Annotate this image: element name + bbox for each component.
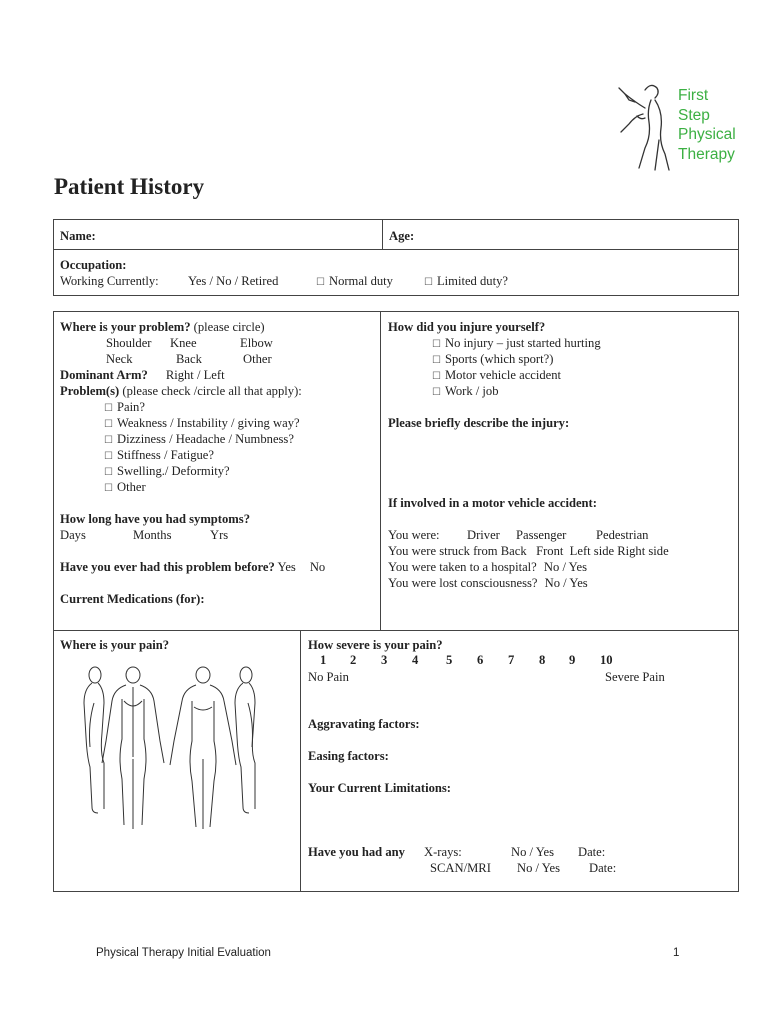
logo-text [678, 86, 736, 164]
dominant-label: Dominant Arm? [60, 368, 148, 382]
pain-divider-v [300, 630, 301, 892]
scale-1[interactable]: 1 [320, 653, 327, 667]
body-diagram[interactable] [78, 663, 268, 831]
checkbox-icon[interactable]: ☐ [104, 467, 113, 478]
checkbox-icon[interactable]: ☐ [104, 403, 113, 414]
symptoms-label: How long have you had symptoms? [60, 512, 250, 526]
injure-item-label: Motor vehicle accident [444, 368, 562, 382]
struck-row [388, 543, 669, 559]
severe-pain-label: Severe Pain [605, 670, 665, 684]
scale-2[interactable]: 2 [350, 653, 357, 667]
option-passenger[interactable]: Passenger [516, 528, 567, 542]
conscious-label: You were lost consciousness? [388, 576, 538, 590]
scale-6[interactable]: 6 [477, 653, 484, 667]
occupation-label[interactable]: Occupation: [60, 258, 127, 272]
age-label[interactable]: Age: [389, 229, 415, 243]
checkbox-icon[interactable]: ☐ [316, 277, 325, 288]
checkbox-icon[interactable]: ☐ [104, 483, 113, 494]
logo-line-2: Step [678, 106, 710, 124]
problem-item-label: Stiffness / Fatigue? [116, 448, 214, 462]
problems-label: Problem(s) [60, 384, 120, 398]
body-side-view-left [84, 667, 104, 813]
problem-item-label: Pain? [116, 400, 145, 414]
scale-4[interactable]: 4 [412, 653, 419, 667]
option-elbow[interactable]: Elbow [240, 336, 273, 350]
option-other[interactable]: Other [243, 352, 272, 366]
option-months[interactable]: Months [133, 528, 172, 542]
option-pedestrian[interactable]: Pedestrian [596, 528, 649, 542]
problem-question [60, 319, 265, 335]
scale-5[interactable]: 5 [446, 653, 453, 667]
problem-item-label: Dizziness / Headache / Numbness? [116, 432, 294, 446]
pain-where-label: Where is your pain? [60, 638, 170, 652]
injure-item-label: Sports (which sport?) [444, 352, 554, 366]
struck-options[interactable]: Back Front Left side Right side [500, 544, 669, 558]
problem-label: Where is your problem? [60, 320, 191, 334]
scan-date[interactable]: Date: [589, 861, 617, 875]
body-side-view-right [235, 667, 255, 813]
normal-duty-option[interactable] [316, 273, 393, 291]
scale-10[interactable]: 10 [600, 653, 613, 667]
injure-item-label: No injury – just started hurting [444, 336, 601, 350]
conscious-row [388, 575, 588, 591]
checkbox-icon[interactable]: ☐ [432, 339, 441, 350]
limitations-label[interactable]: Your Current Limitations: [308, 781, 451, 795]
working-options[interactable]: Yes / No / Retired [188, 274, 279, 288]
logo-line-4: Therapy [678, 145, 735, 163]
scale-7[interactable]: 7 [508, 653, 515, 667]
header-divider-h [53, 249, 739, 250]
injure-item-label: Work / job [444, 384, 499, 398]
problem-item-label: Other [116, 480, 146, 494]
injure-label: How did you injure yourself? [388, 320, 546, 334]
xrays-date[interactable]: Date: [578, 845, 606, 859]
checkbox-icon[interactable]: ☐ [424, 277, 433, 288]
before-label: Have you ever had this problem before? [60, 560, 275, 574]
checkbox-icon[interactable]: ☐ [432, 371, 441, 382]
dominant-arm [60, 367, 225, 383]
problem-hint: (please circle) [193, 320, 265, 334]
describe-label[interactable]: Please briefly describe the injury: [388, 416, 570, 430]
before-yes[interactable]: Yes [277, 560, 296, 574]
option-days[interactable]: Days [60, 528, 86, 542]
scale-3[interactable]: 3 [381, 653, 388, 667]
severity-label: How severe is your pain? [308, 638, 443, 652]
problems-hint: (please check /circle all that apply): [122, 384, 302, 398]
body-front-view [170, 667, 236, 829]
option-back[interactable]: Back [176, 352, 202, 366]
body-back-view [102, 667, 164, 829]
checkbox-icon[interactable]: ☐ [104, 419, 113, 430]
xrays-options[interactable]: No / Yes [511, 845, 555, 859]
checkbox-icon[interactable]: ☐ [432, 387, 441, 398]
meds-label: Current Medications (for): [60, 592, 205, 606]
scale-8[interactable]: 8 [539, 653, 546, 667]
problem-item-label: Swelling./ Deformity? [116, 464, 230, 478]
injure-item[interactable] [432, 383, 499, 401]
hospital-label: You were taken to a hospital? [388, 560, 537, 574]
conscious-options[interactable]: No / Yes [544, 576, 588, 590]
option-shoulder[interactable]: Shoulder [106, 336, 152, 350]
hospital-options[interactable]: No / Yes [543, 560, 587, 574]
struck-label: You were struck from [388, 544, 498, 558]
footer-title: Physical Therapy Initial Evaluation [96, 947, 271, 959]
you-were-label: You were: [388, 528, 440, 542]
page-title: Patient History [54, 174, 205, 199]
history-divider-v [380, 311, 381, 631]
checkbox-icon[interactable]: ☐ [104, 451, 113, 462]
option-yrs[interactable]: Yrs [210, 528, 229, 542]
scale-9[interactable]: 9 [569, 653, 576, 667]
no-pain-label: No Pain [308, 670, 349, 684]
before-no[interactable]: No [309, 560, 326, 574]
option-neck[interactable]: Neck [106, 352, 133, 366]
name-label[interactable]: Name: [60, 229, 96, 243]
easing-label[interactable]: Easing factors: [308, 749, 389, 763]
normal-duty-label: Normal duty [328, 274, 393, 288]
problem-item[interactable] [104, 479, 146, 497]
before-question [60, 559, 325, 575]
logo-figure-icon [615, 80, 677, 175]
hospital-row [388, 559, 587, 575]
scan-options[interactable]: No / Yes [517, 861, 561, 875]
checkbox-icon[interactable]: ☐ [432, 355, 441, 366]
limited-duty-label: Limited duty? [436, 274, 508, 288]
logo-line-1: First [678, 87, 709, 104]
had-any-label: Have you had any [308, 845, 405, 859]
dominant-options[interactable]: Right / Left [165, 368, 225, 382]
problems-question [60, 383, 302, 399]
mva-label: If involved in a motor vehicle accident: [388, 496, 597, 510]
checkbox-icon[interactable]: ☐ [104, 435, 113, 446]
limited-duty-option[interactable] [424, 273, 508, 291]
aggravating-label[interactable]: Aggravating factors: [308, 717, 420, 731]
xrays-label: X-rays: [424, 845, 462, 859]
working-label: Working Currently: [60, 274, 159, 288]
option-knee[interactable]: Knee [170, 336, 197, 350]
logo-line-3: Physical [678, 126, 736, 143]
header-divider-v [382, 219, 383, 250]
page-number: 1 [673, 947, 680, 959]
option-driver[interactable]: Driver [467, 528, 500, 542]
scan-label: SCAN/MRI [430, 861, 491, 875]
problem-item-label: Weakness / Instability / giving way? [116, 416, 300, 430]
